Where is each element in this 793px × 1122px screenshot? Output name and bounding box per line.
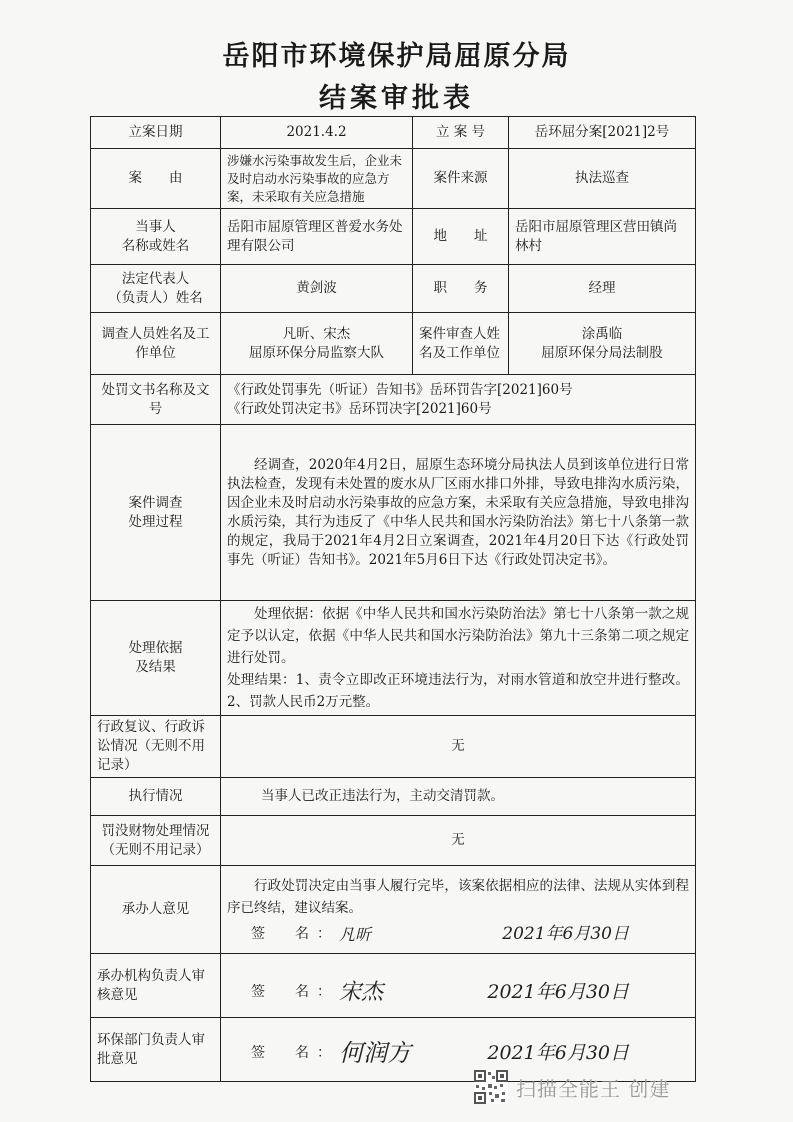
qr-code-icon (474, 1070, 508, 1104)
handler-signature: 凡昕 (339, 925, 372, 944)
document-subtitle: 结案审批表 (319, 83, 474, 114)
org-signature: 宋杰 (339, 980, 384, 1005)
position-label: 职 务 (413, 265, 509, 313)
confiscation-value: 无 (221, 816, 696, 866)
org-cell (221, 954, 696, 1018)
rep-value: 黄剑波 (221, 265, 413, 313)
cause-value: 涉嫌水污染事故发生后，企业未及时启动水污染事故的应急方案，未采取有关应急措施 (221, 149, 413, 209)
case-closing-form (90, 116, 696, 1082)
confiscation-label: 罚没财物处理情况（无则不用记录） (91, 816, 221, 866)
source-value: 执法巡查 (509, 149, 696, 209)
case-no-label: 立 案 号 (413, 117, 509, 149)
penalty-docs-value (221, 375, 696, 425)
handler-cell (221, 866, 696, 954)
filing-date-value: 2021.4.2 (221, 117, 413, 149)
org-date: 2021年6月30日 (487, 981, 629, 1003)
filing-date-label: 立案日期 (91, 117, 221, 149)
penalty-doc-notice: 《行政处罚事先（听证）告知书》岳环罚告字[2021]60号 (227, 381, 573, 398)
cause-label: 案 由 (91, 149, 221, 209)
org-sign-label: 签 名： (251, 984, 339, 1000)
execution-label: 执行情况 (91, 778, 221, 816)
scanner-watermark (474, 1070, 670, 1104)
result-text: 处理结果：1、责令立即改正环境违法行为，对雨水管道和放空井进行整改。2、罚款人民币2万元整。 (227, 672, 689, 710)
document-title: 岳阳市环境保护局屈原分局 (222, 41, 571, 72)
dept-signature: 何润方 (339, 1039, 411, 1067)
handler-sign-label: 签 名： (251, 926, 339, 942)
process-text: 经调查，2020年4月2日，屈原生态环境分局执法人员到该单位进行日常执法检查，发现有未处置的废水从厂区雨水排口外排，导致电排沟水质污染，因企业未及时启动水污染事故的应急方案，未采取有关应急措施，导致电排沟水质污染，其行为违反了《中华人民共和国水污染防治法》第七十八条第一款的规定，我局于2021年4月2日立案调查，2021年4月20日下达《行政处罚事先（听证）告知书》。2021年5月6日下达《行政处罚决定书》。 (221, 425, 696, 601)
source-label: 案件来源 (413, 149, 509, 209)
execution-value: 当事人已改正违法行为，主动交清罚款。 (221, 778, 696, 816)
reviewer-label: 案件审查人姓名及工作单位 (413, 313, 509, 375)
dept-date: 2021年6月30日 (487, 1042, 629, 1064)
penalty-docs-label: 处罚文书名称及文号 (91, 375, 221, 425)
process-label: 案件调查 处理过程 (91, 425, 221, 601)
rep-label: 法定代表人 （负责人）姓名 (91, 265, 221, 313)
review-value: 无 (221, 716, 696, 778)
scanner-credit: 扫描全能王 创建 (516, 1076, 671, 1101)
review-label: 行政复议、行政诉讼情况（无则不用记录） (91, 716, 221, 778)
party-label: 当事人 名称或姓名 (91, 209, 221, 265)
address-label: 地 址 (413, 209, 509, 265)
address-value: 岳阳市屈原管理区营田镇尚林村 (509, 209, 696, 265)
dept-sign-label: 签 名： (251, 1045, 339, 1061)
org-sign-row (227, 980, 689, 1005)
investigators-value: 凡昕、宋杰 屈原环保分局监察大队 (221, 313, 413, 375)
basis-label: 处理依据 及结果 (91, 601, 221, 716)
basis-cell (221, 601, 696, 716)
dept-label: 环保部门负责人审批意见 (91, 1018, 221, 1082)
reviewer-value: 涂禹临 屈原环保分局法制股 (509, 313, 696, 375)
org-label: 承办机构负责人审核意见 (91, 954, 221, 1018)
penalty-doc-decision: 《行政处罚决定书》岳环罚决字[2021]60号 (227, 400, 492, 417)
investigators-label: 调查人员姓名及工作单位 (91, 313, 221, 375)
handler-date: 2021年6月30日 (502, 924, 629, 944)
basis-text: 处理依据：依据《中华人民共和国水污染防治法》第七十八条第一款之规定予以认定，依据《中华人民共和国水污染防治法》第九十三条第二项之规定进行处罚。 (227, 606, 689, 666)
handler-sign-row (227, 925, 689, 944)
case-no-value: 岳环屈分案[2021]2号 (509, 117, 696, 149)
dept-sign-row (227, 1039, 689, 1067)
position-value: 经理 (509, 265, 696, 313)
handler-opinion: 行政处罚决定由当事人履行完毕，该案依据相应的法律、法规从实体到程序已终结，建议结案。 (227, 878, 689, 916)
party-value: 岳阳市屈原管理区普爱水务处理有限公司 (221, 209, 413, 265)
handler-label: 承办人意见 (91, 866, 221, 954)
